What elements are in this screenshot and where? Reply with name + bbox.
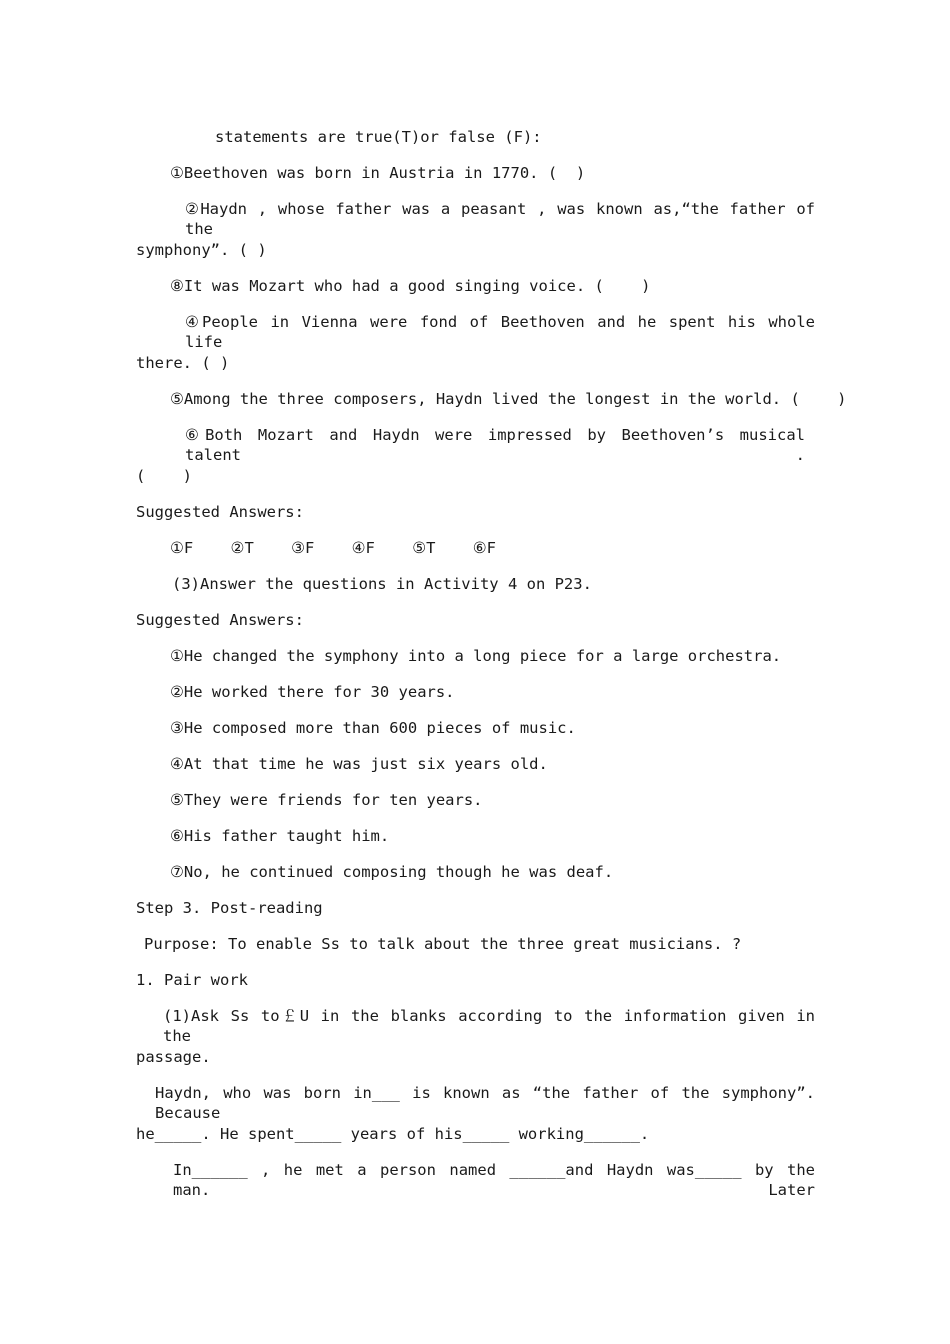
qa-answer-2: ②He worked there for 30 years.	[170, 683, 455, 701]
suggested-answers-label-2: Suggested Answers:	[136, 611, 304, 629]
tf-item-4-cont: there. ( )	[136, 354, 230, 372]
tf-item-6: ⑥Both Mozart and Haydn were impressed by Beethoven’s musical talent .	[185, 426, 805, 464]
qa-answer-5: ⑤They were friends for ten years.	[170, 791, 483, 809]
pair-work-heading: 1. Pair work	[136, 971, 248, 989]
tf-item-3: ⑧It was Mozart who had a good singing voice. ( )	[170, 277, 651, 295]
passage-line-3: In______ , he met a person named ______and Haydn was_____ by the man. Later	[173, 1161, 815, 1199]
tf-item-5: ⑤Among the three composers, Haydn lived the longest in the world. ( )	[170, 390, 847, 408]
tf-item-1: ①Beethoven was born in Austria in 1770. ( )	[170, 164, 586, 182]
qa-answer-3: ③He composed more than 600 pieces of music.	[170, 719, 576, 737]
tf-intro: statements are true(T)or false (F):	[215, 128, 542, 146]
pair-work-instruction: (1)Ask Ss to￡U in the blanks according to the information given in the	[163, 1007, 815, 1045]
activity-instruction: (3)Answer the questions in Activity 4 on P23.	[172, 575, 592, 593]
qa-answer-6: ⑥His father taught him.	[170, 827, 390, 845]
suggested-answers-label-1: Suggested Answers:	[136, 503, 304, 521]
tf-item-6-cont: ( )	[136, 467, 192, 485]
passage-line-1: Haydn, who was born in___ is known as “the father of the symphony”. Because	[155, 1084, 815, 1122]
tf-answers: ①F ②T ③F ④F ⑤T ⑥F	[170, 539, 496, 557]
pair-work-instruction-cont: passage.	[136, 1048, 211, 1066]
tf-item-4: ④People in Vienna were fond of Beethoven and he spent his whole life	[185, 313, 815, 351]
qa-answer-1: ①He changed the symphony into a long piece for a large orchestra.	[170, 647, 782, 665]
tf-item-2: ②Haydn , whose father was a peasant , was known as,“the father of the	[185, 200, 815, 238]
passage-line-2: he_____. He spent_____ years of his_____ working______.	[136, 1125, 650, 1143]
tf-item-2-cont: symphony”. ( )	[136, 241, 267, 259]
qa-answer-4: ④At that time he was just six years old.	[170, 755, 548, 773]
purpose: Purpose: To enable Ss to talk about the three great musicians. ?	[144, 935, 742, 953]
qa-answer-7: ⑦No, he continued composing though he was deaf.	[170, 863, 614, 881]
step3-heading: Step 3. Post-reading	[136, 899, 323, 917]
